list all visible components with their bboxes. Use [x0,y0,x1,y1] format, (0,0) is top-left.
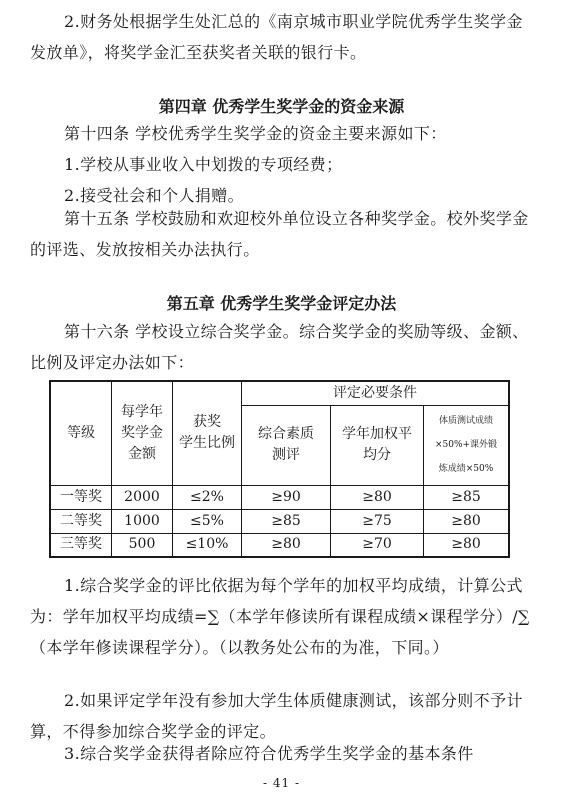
rule-2-fitness-test: 2.如果评定学年没有参加大学生体质健康测试，该部分则不予计算，不得参加综合奖学金的评定。 [30,691,523,741]
award-table [49,380,510,558]
cell-fitness: ≥80 [424,533,510,557]
cell-amount: 2000 [112,485,173,509]
paragraph-payment: 2.财务处根据学生处汇总的《南京城市职业学院优秀学生奖学金发放单》，将奖学金汇至获奖者关联的银行卡。 [30,12,523,62]
cell-gpa: ≥70 [331,533,424,557]
rule-3-conditions: 3.综合奖学金获得者除应符合优秀学生奖学金的基本条件 [64,744,474,763]
cell-quality: ≥90 [242,485,331,509]
table-row [50,485,509,509]
page-number: - 41 - [262,776,300,790]
header-ratio: 获奖 学生比例 [173,381,242,485]
cell-quality: ≥85 [242,509,331,533]
chapter-4-heading: 第四章 优秀学生奖学金的资金来源 [158,97,405,116]
source-item-2: 2.接受社会和个人捐赠。 [64,186,245,205]
cell-fitness: ≥85 [424,485,510,509]
cell-ratio: ≤2% [173,485,242,509]
cell-quality: ≥80 [242,533,331,557]
cell-gpa: ≥80 [331,485,424,509]
header-quality: 综合素质 测评 [242,405,331,485]
article-16: 第十六条 学校设立综合奖学金。综合奖学金的奖励等级、金额、比例及评定办法如下： [30,322,529,372]
article-15: 第十五条 学校鼓励和欢迎校外单位设立各种奖学金。校外奖学金的评选、发放按相关办法执行。 [30,209,529,259]
source-item-1: 1.学校从事业收入中划拨的专项经费； [64,155,343,174]
cell-fitness: ≥80 [424,509,510,533]
cell-grade: 三等奖 [50,533,112,557]
cell-grade: 二等奖 [50,509,112,533]
rule-1-weighted-average: 1.综合奖学金的评比依据为每个学年的加权平均成绩，计算公式为：学年加权平均成绩=∑（本学年修读所有课程成绩×课程学分）/∑（本学年修读课程学分）。（以教务处公布的为准，下同。） [30,576,530,657]
table-row [50,509,509,533]
cell-ratio: ≤10% [173,533,242,557]
table-row [50,533,509,557]
cell-grade: 一等奖 [50,485,112,509]
header-fitness: 体质测试成绩 ×50%+课外锻 炼成绩×50% [424,405,510,485]
cell-amount: 1000 [112,509,173,533]
header-gpa: 学年加权平 均分 [331,405,424,485]
header-grade: 等级 [50,381,112,485]
chapter-5-heading: 第五章 优秀学生奖学金评定办法 [166,294,397,313]
cell-amount: 500 [112,533,173,557]
article-14: 第十四条 学校优秀学生奖学金的资金主要来源如下： [64,124,447,143]
cell-ratio: ≤5% [173,509,242,533]
header-amount: 每学年 奖学金 金额 [112,381,173,485]
header-conditions: 评定必要条件 [242,381,510,405]
cell-gpa: ≥75 [331,509,424,533]
